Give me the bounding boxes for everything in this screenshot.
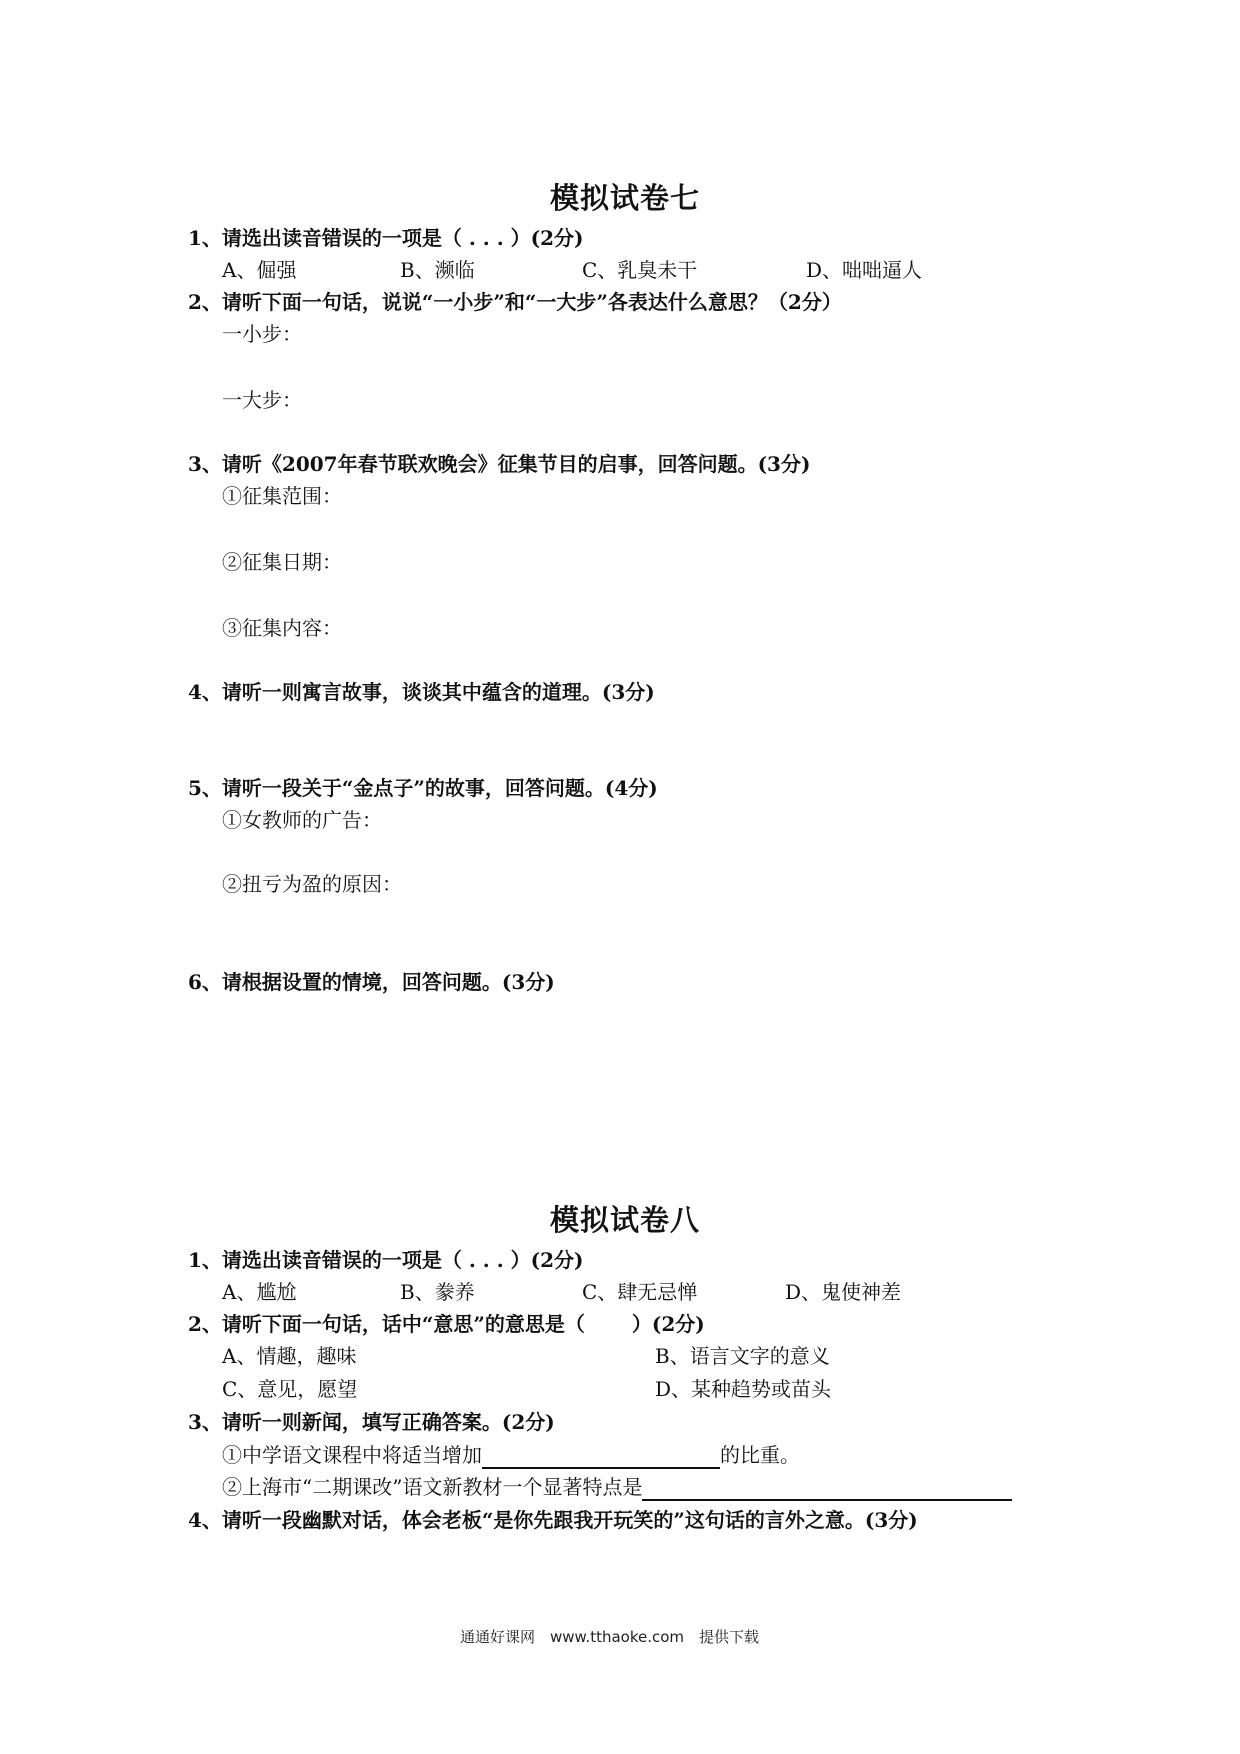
exam8-q2-option-c: C、意见，愿望	[222, 1377, 358, 1401]
exam8-q3-sub1-prefix: ①中学语文课程中将适当增加	[222, 1443, 482, 1467]
exam8-q3-sub2-blank[interactable]	[642, 1475, 1012, 1501]
exam7-q2-sub1: 一小步：	[222, 322, 302, 346]
exam7-q3-sub2: ②征集日期：	[222, 550, 342, 574]
exam7-q5-sub1: ①女教师的广告：	[222, 808, 382, 832]
exam7-q3-sub1: ①征集范围：	[222, 484, 342, 508]
exam7-q1-option-b: B、濒临	[400, 258, 475, 282]
exam8-q4: 4、请听一段幽默对话，体会老板“是你先跟我开玩笑的”这句话的言外之意。(3分)	[188, 1508, 918, 1532]
exam8-q3-sub2-prefix: ②上海市“二期课改”语文新教材一个显著特点是	[222, 1475, 643, 1499]
exam7-q1-option-c: C、乳臭未干	[582, 258, 698, 282]
exam7-q2-sub2: 一大步：	[222, 388, 302, 412]
exam8-q2-option-a: A、情趣，趣味	[222, 1344, 357, 1368]
exam8-q1-option-a: A、尴尬	[222, 1280, 297, 1304]
exam7-q4: 4、请听一则寓言故事，谈谈其中蕴含的道理。(3分)	[188, 680, 655, 704]
exam8-q2-option-b: B、语言文字的意义	[655, 1344, 830, 1368]
exam8-q1-option-d: D、鬼使神差	[785, 1280, 902, 1304]
exam8-q3-sub1-suffix: 的比重。	[720, 1443, 800, 1467]
exam7-q3: 3、请听《2007年春节联欢晚会》征集节目的启事，回答问题。(3分)	[188, 452, 811, 476]
exam8-q3-sub1	[222, 1439, 800, 1469]
exam8-q2: 2、请听下面一句话，话中“意思”的意思是（ ）(2分)	[188, 1312, 705, 1336]
exam7-q1-option-d: D、咄咄逼人	[806, 258, 923, 282]
exam8-q1-option-b: B、豢养	[400, 1280, 475, 1304]
exam7-q1: 1、请选出读音错误的一项是（ . . . ）(2分)	[188, 226, 584, 250]
exam8-q1: 1、请选出读音错误的一项是（ . . . ）(2分)	[188, 1248, 584, 1272]
exam7-q5: 5、请听一段关于“金点子”的故事，回答问题。(4分)	[188, 776, 658, 800]
footer-download-credit: 通通好课网 www.tthaoke.com 提供下载	[460, 1628, 760, 1646]
exam7-q2: 2、请听下面一句话，说说“一小步”和“一大步”各表达什么意思？（2分）	[188, 290, 842, 314]
exam7-title: 模拟试卷七	[550, 181, 701, 215]
exam8-q1-option-c: C、肆无忌惮	[582, 1280, 698, 1304]
exam8-q3: 3、请听一则新闻，填写正确答案。(2分)	[188, 1410, 555, 1434]
exam7-q3-sub3: ③征集内容：	[222, 616, 342, 640]
exam7-q1-option-a: A、倔强	[222, 258, 297, 282]
exam7-q6: 6、请根据设置的情境，回答问题。(3分)	[188, 970, 555, 994]
exam8-q3-sub1-blank[interactable]	[482, 1443, 720, 1469]
exam8-q3-sub2	[222, 1471, 1012, 1501]
exam8-q2-option-d: D、某种趋势或苗头	[655, 1377, 832, 1401]
exam8-title: 模拟试卷八	[550, 1203, 701, 1237]
exam7-q5-sub2: ②扭亏为盈的原因：	[222, 872, 402, 896]
